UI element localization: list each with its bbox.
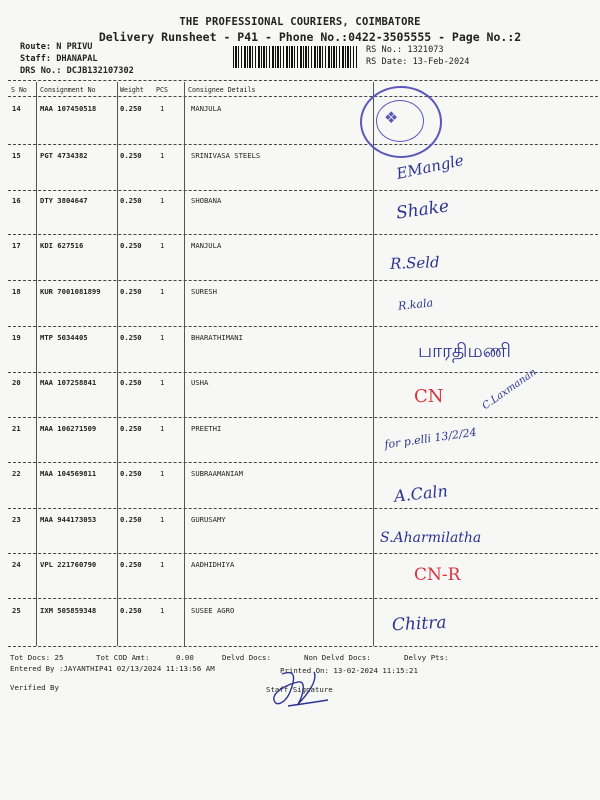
signature-row-17: R.Seld	[389, 253, 440, 273]
row-pcs: 1	[160, 469, 165, 478]
row-pcs: 1	[160, 241, 165, 250]
table-row	[0, 144, 600, 190]
row-consignment: MAA 944173053	[40, 515, 97, 524]
col-header-consignee: Consignee Details	[188, 86, 256, 94]
total-docs: Tot Docs: 25	[10, 653, 64, 662]
row-consignee: SHOBANA	[191, 196, 222, 205]
signature-row-18: R.kala	[397, 296, 434, 313]
row-consignee: MANJULA	[191, 104, 222, 113]
row-consignee: PREETHI	[191, 424, 222, 433]
row-pcs: 1	[160, 151, 165, 160]
row-sno: 19	[12, 333, 21, 342]
drs-number: DRS No.: DCJB132107302	[20, 66, 134, 76]
row-weight: 0.250	[120, 560, 142, 569]
row-pcs: 1	[160, 104, 165, 113]
table-row	[0, 234, 600, 280]
table-row	[0, 190, 600, 236]
row-pcs: 1	[160, 560, 165, 569]
row-weight: 0.250	[120, 287, 142, 296]
verified-by-label: Verified By	[10, 683, 59, 692]
row-consignee: BHARATHIMANI	[191, 333, 243, 342]
row-pcs: 1	[160, 424, 165, 433]
stamp-logo-icon: ❖	[384, 108, 399, 127]
staff-signature-scribble	[268, 664, 332, 712]
rs-date: RS Date: 13-Feb-2024	[366, 57, 470, 67]
row-weight: 0.250	[120, 424, 142, 433]
row-consignment: PGT 4734382	[40, 151, 88, 160]
row-sno: 25	[12, 606, 21, 615]
signature-row-20: C.Laxmanan	[480, 366, 539, 413]
table-row	[0, 553, 600, 599]
row-sno: 22	[12, 469, 21, 478]
row-consignment: KDI 627516	[40, 241, 84, 250]
row-weight: 0.250	[120, 515, 142, 524]
row-pcs: 1	[160, 515, 165, 524]
signature-row-19: பாரதிமணி	[418, 340, 511, 362]
row-pcs: 1	[160, 333, 165, 342]
row-pcs: 1	[160, 378, 165, 387]
company-title: THE PROFESSIONAL COURIERS, COIMBATORE	[179, 16, 421, 28]
row-consignee: GURUSAMY	[191, 515, 226, 524]
signature-row-21: for p.elli 13/2/24	[383, 425, 478, 452]
row-weight: 0.250	[120, 241, 142, 250]
signature-row-23: S.Aharmilatha	[380, 530, 482, 546]
delivery-points-label: Delvy Pts:	[404, 653, 449, 662]
row-weight: 0.250	[120, 606, 142, 615]
row-consignee: USHA	[191, 378, 209, 387]
row-weight: 0.250	[120, 469, 142, 478]
col-header-sno: S No	[11, 86, 27, 94]
row-consignment: VPL 221760790	[40, 560, 97, 569]
entered-by: Entered By :JAYANTHIP41 02/13/2024 11:13:56 AM	[10, 664, 215, 673]
row-consignment: MAA 104569811	[40, 469, 97, 478]
row-weight: 0.250	[120, 151, 142, 160]
row-consignee: SUBRAAMANIAM	[191, 469, 243, 478]
row-consignee: AADHIDHIYA	[191, 560, 235, 569]
row-pcs: 1	[160, 606, 165, 615]
table-row	[0, 98, 600, 144]
row-sno: 20	[12, 378, 21, 387]
signature-row-20-cn: CN	[414, 386, 444, 407]
total-cod-label: Tot COD Amt:	[96, 653, 150, 662]
table-row	[0, 280, 600, 326]
table-row	[0, 598, 600, 644]
row-pcs: 1	[160, 196, 165, 205]
barcode	[233, 46, 357, 68]
runsheet-subtitle: Delivery Runsheet - P41 - Phone No.:0422-3505555 - Page No.:2	[98, 30, 522, 44]
row-consignment: IXM 505859348	[40, 606, 97, 615]
row-sno: 23	[12, 515, 21, 524]
signature-row-16: Shake	[394, 196, 451, 224]
header-rule	[8, 96, 598, 97]
row-pcs: 1	[160, 287, 165, 296]
col-header-pcs: PCS	[156, 86, 168, 94]
table-top-rule	[8, 80, 598, 81]
row-sno: 21	[12, 424, 21, 433]
table-row	[0, 508, 600, 554]
row-sno: 18	[12, 287, 21, 296]
staff-label: Staff: DHANAPAL	[20, 54, 98, 64]
signature-row-25: Chitra	[391, 612, 447, 636]
staff-signature-label: Staff Signature	[266, 685, 333, 694]
row-weight: 0.250	[120, 333, 142, 342]
col-header-weight: Weight	[120, 86, 144, 94]
route-label: Route: N PRIVU	[20, 42, 93, 52]
row-weight: 0.250	[120, 196, 142, 205]
row-consignment: DTY 3804647	[40, 196, 88, 205]
row-consignment: KUR 7001081899	[40, 287, 101, 296]
row-sno: 14	[12, 104, 21, 113]
row-sno: 16	[12, 196, 21, 205]
row-consignment: MTP 5034405	[40, 333, 88, 342]
row-sno: 17	[12, 241, 21, 250]
col-header-consignment: Consignment No	[40, 86, 96, 94]
row-weight: 0.250	[120, 378, 142, 387]
signature-row-22: A.Caln	[393, 481, 449, 506]
signature-row-15: EMangle	[394, 151, 466, 183]
office-seal-stamp	[360, 86, 442, 158]
table-row	[0, 462, 600, 508]
row-sno: 15	[12, 151, 21, 160]
rs-number: RS No.: 1321073	[366, 45, 444, 55]
row-sno: 24	[12, 560, 21, 569]
row-consignee: SRINIVASA STEELS	[191, 151, 261, 160]
row-consignment: MAA 107450518	[40, 104, 97, 113]
row-consignee: SURESH	[191, 287, 217, 296]
row-weight: 0.250	[120, 104, 142, 113]
row-consignee: SUSEE AGRO	[191, 606, 235, 615]
row-consignment: MAA 107258841	[40, 378, 97, 387]
delivered-docs-label: Delvd Docs:	[222, 653, 271, 662]
printed-on: Printed On: 13-02-2024 11:15:21	[280, 666, 418, 675]
row-consignee: MANJULA	[191, 241, 222, 250]
total-cod-value: 0.00	[176, 653, 194, 662]
signature-row-24: CN-R	[414, 565, 461, 585]
row-consignment: MAA 106271509	[40, 424, 97, 433]
table-bottom-rule	[8, 646, 598, 647]
table-row	[0, 417, 600, 463]
non-delivered-docs-label: Non Delvd Docs:	[304, 653, 371, 662]
